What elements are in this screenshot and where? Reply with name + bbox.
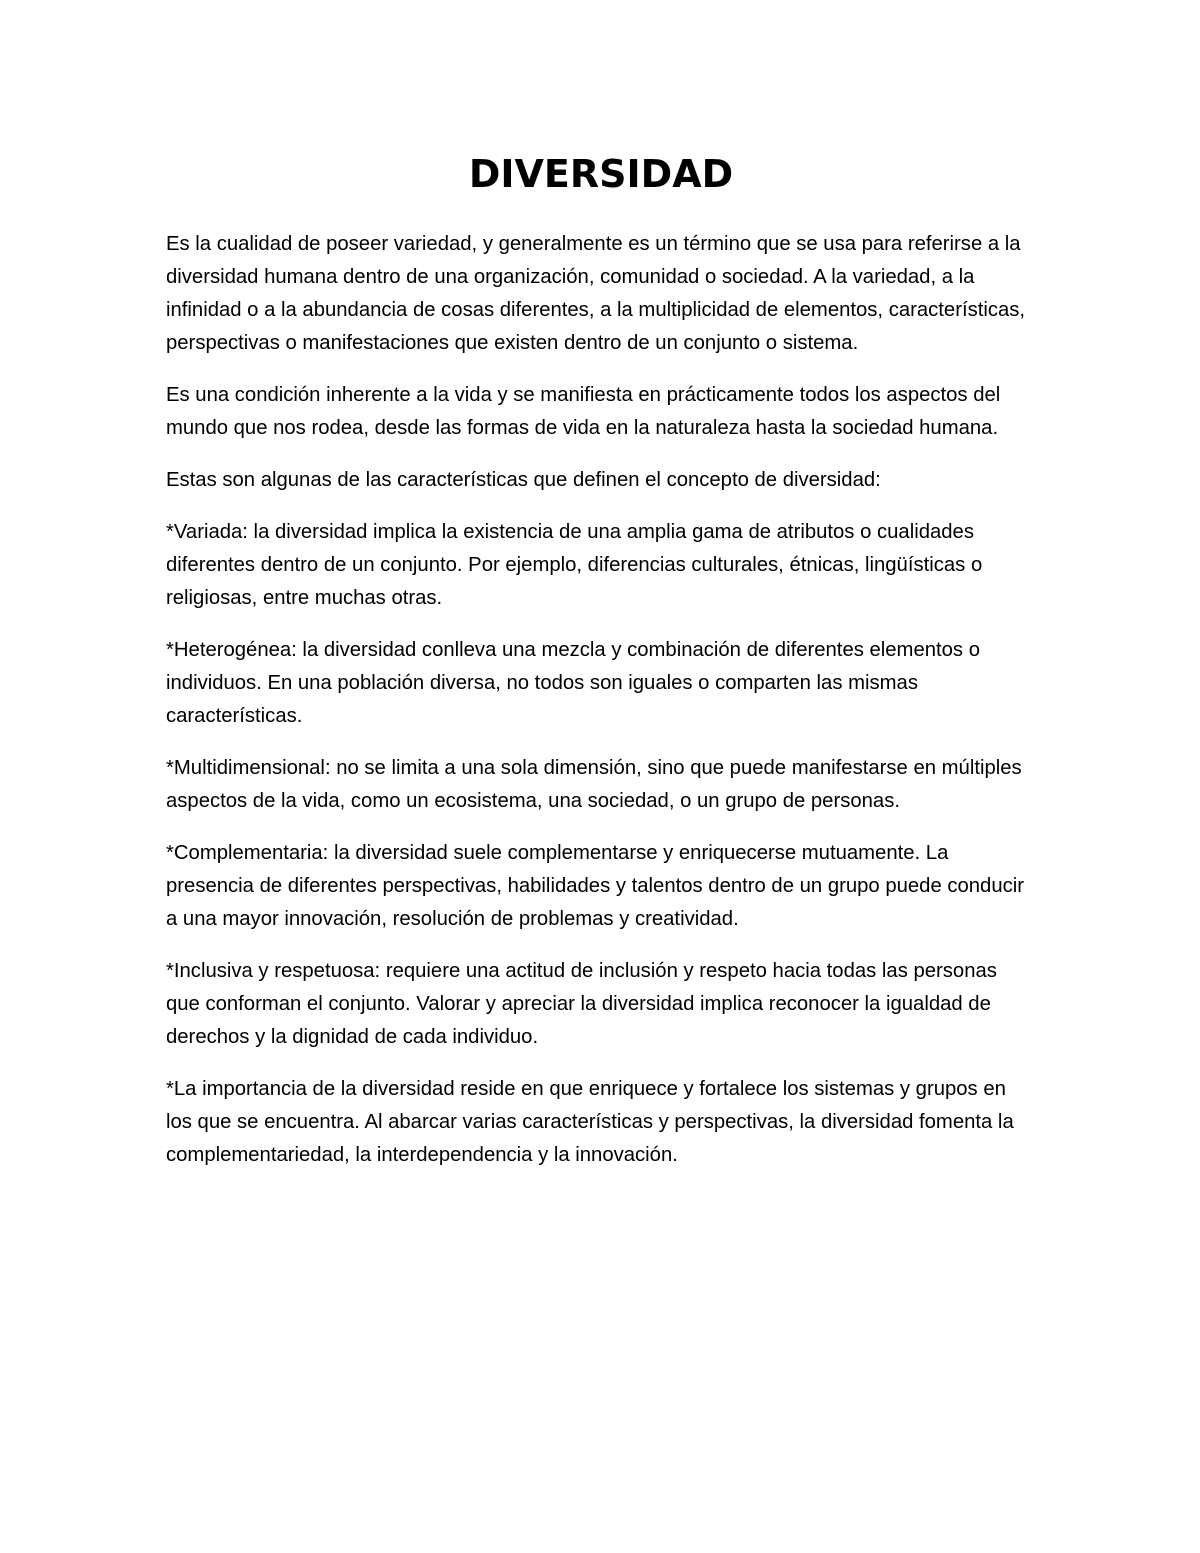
paragraph-importancia: *La importancia de la diversidad reside en que enriquece y fortalece los sistemas y grupos en los que se encuentra. Al abarcar varias características y perspectivas, la diversidad fomenta la complementariedad, la interdependencia y la innovación. — [166, 1078, 1014, 1166]
paragraph-definition: Es la cualidad de poseer variedad, y generalmente es un término que se usa para referirse a la diversidad humana dentro de una organización, comunidad o sociedad. A la variedad, a la infinidad o a la abundancia de cosas diferentes, a la multiplicidad de elementos, características, perspectivas o manifestaciones que existen dentro de un conjunto o sistema. — [166, 233, 1026, 354]
paragraph-inclusiva: *Inclusiva y respetuosa: requiere una actitud de inclusión y respeto hacia todas las personas que conforman el conjunto. Valorar y apreciar la diversidad implica reconocer la igualdad de derechos y la dignidad de cada individuo. — [166, 960, 997, 1048]
paragraph-heterogenea: *Heterogénea: la diversidad conlleva una mezcla y combinación de diferentes elementos o individuos. En una población diversa, no todos son iguales o comparten las mismas características. — [166, 639, 980, 727]
paragraph-intro-characteristics: Estas son algunas de las características que definen el concepto de diversidad: — [166, 469, 881, 491]
paragraph-condition: Es una condición inherente a la vida y se manifiesta en prácticamente todos los aspectos del mundo que nos rodea, desde las formas de vida en la naturaleza hasta la sociedad humana. — [166, 384, 1001, 439]
paragraph-multidimensional: *Multidimensional: no se limita a una sola dimensión, sino que puede manifestarse en múltiples aspectos de la vida, como un ecosistema, una sociedad, o un grupo de personas. — [166, 757, 1022, 812]
document-body — [166, 228, 1036, 1191]
paragraph-complementaria: *Complementaria: la diversidad suele complementarse y enriquecerse mutuamente. La presencia de diferentes perspectivas, habilidades y talentos dentro de un grupo puede conducir a una mayor innovación, resolución de problemas y creatividad. — [166, 842, 1025, 930]
document-title: DIVERSIDAD — [468, 152, 734, 196]
paragraph-variada: *Variada: la diversidad implica la existencia de una amplia gama de atributos o cualidades diferentes dentro de un conjunto. Por ejemplo, diferencias culturales, étnicas, lingüísticas o religiosas, entre muchas otras. — [166, 521, 983, 609]
